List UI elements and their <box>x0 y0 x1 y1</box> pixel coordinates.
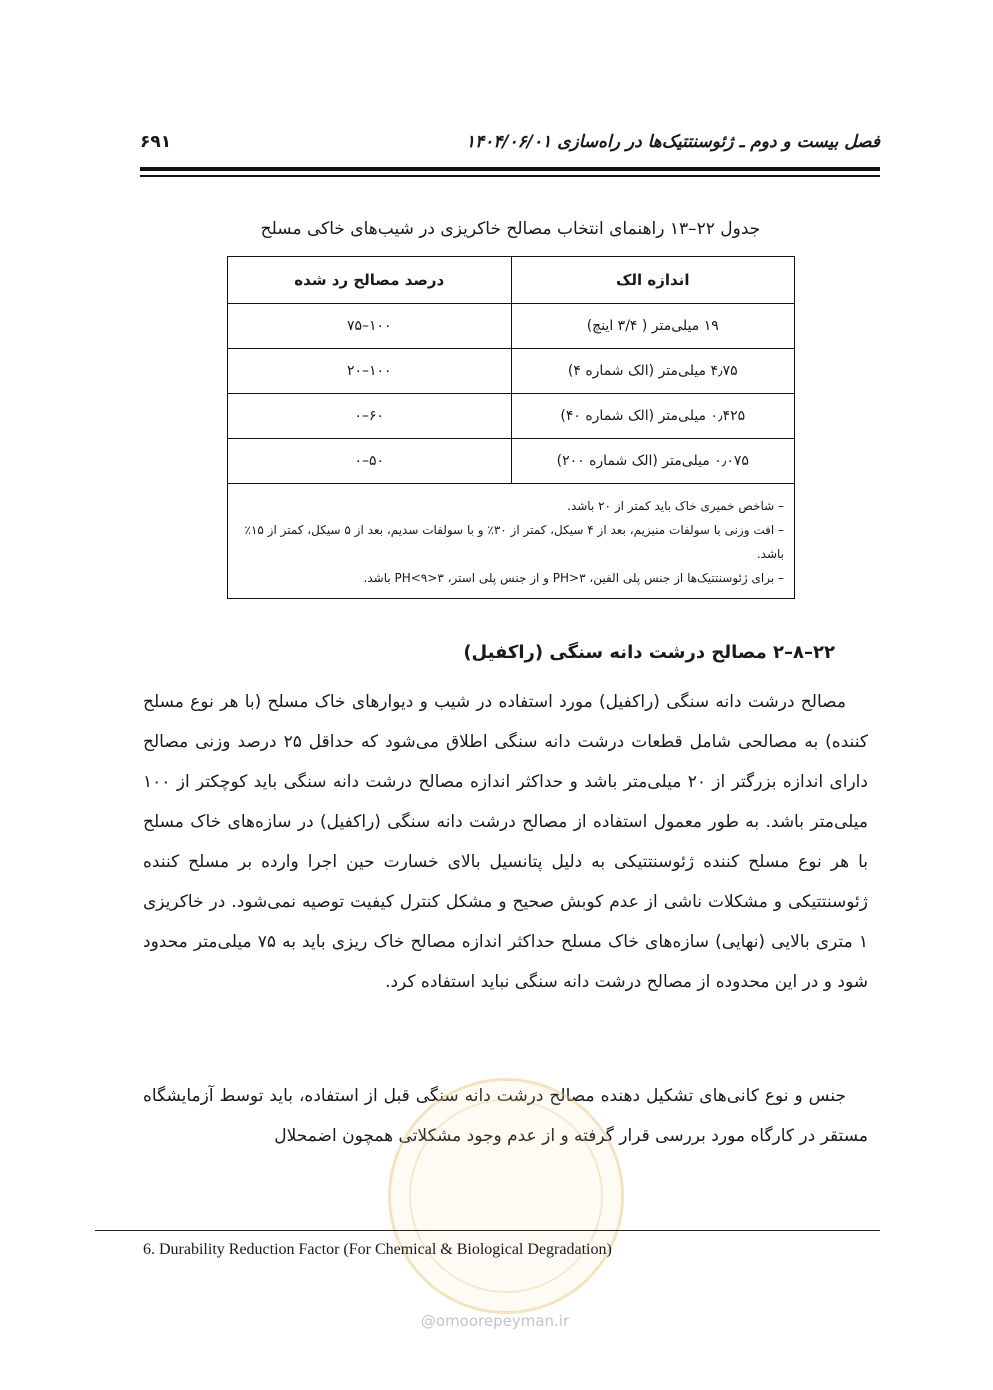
table-row <box>228 439 795 484</box>
body-paragraph: جنس و نوع کانی‌های تشکیل دهنده مصالح درشت دانه سنگی قبل از استفاده، باید توسط آزمایشگاه مستقر در کارگاه مورد بررسی قرار گرفته و از عدم وجود مشکلاتی همچون اضمحلال <box>143 1086 868 1146</box>
header-sieve-size: اندازه الک <box>511 257 795 304</box>
table-notes-row <box>228 484 795 599</box>
page-number: ۶۹۱ <box>140 132 172 152</box>
table-row <box>228 304 795 349</box>
running-header <box>140 132 880 162</box>
header-rule-thick <box>140 167 880 171</box>
chapter-title: فصل بیست و دوم ـ ژئوسنتتیک‌ها در راه‌سازی ۱۴۰۴/۰۶/۰۱ <box>465 132 880 152</box>
header-rule-thin <box>140 175 880 177</box>
note-plasticity-index: – شاخص خمیری خاک باید کمتر از ۲۰ باشد. <box>567 499 784 513</box>
table-notes <box>228 484 795 599</box>
footnote: 6. Durability Reduction Factor (For Chemical & Biological Degradation) <box>143 1241 612 1258</box>
percent-passing-cell: ۵۰–۰ <box>228 439 512 484</box>
table-row <box>228 349 795 394</box>
backfill-guide-table <box>227 256 795 599</box>
table-caption: جدول ۲۲–۱۳ راهنمای انتخاب مصالح خاکریزی در شیب‌های خاکی مسلح <box>260 219 761 239</box>
note-ph-range: – برای ژئوسنتتیک‌ها از جنس پلی الفین، PH>۳ و از جنس پلی استر، ۳<PH<۹ باشد. <box>363 571 784 585</box>
sieve-size-cell: ۴٫۷۵ میلی‌متر (الک شماره ۴) <box>511 349 795 394</box>
sieve-size-cell: ۰٫۰۷۵ میلی‌متر (الک شماره ۲۰۰) <box>511 439 795 484</box>
footnote-rule <box>95 1230 880 1231</box>
percent-passing-cell: ۶۰–۰ <box>228 394 512 439</box>
percent-passing-cell: ۱۰۰–۷۵ <box>228 304 512 349</box>
section-heading: ۲۲–۸–۲ مصالح درشت دانه سنگی (راکفیل) <box>463 642 835 663</box>
sieve-size-cell: ۰٫۴۲۵ میلی‌متر (الک شماره ۴۰) <box>511 394 795 439</box>
table-row <box>228 394 795 439</box>
header-percent-passing: درصد مصالح رد شده <box>228 257 512 304</box>
note-soundness-loss: – افت وزنی با سولفات منیزیم، بعد از ۴ سیکل، کمتر از ۳۰٪ و با سولفات سدیم، بعد از ۵ سیکل، کمتر از ۱۵٪ باشد. <box>244 523 784 561</box>
body-paragraph: مصالح درشت دانه سنگی (راکفیل) مورد استفاده در شیب و دیوارهای خاک مسلح (با هر نوع مسلح کننده) به مصالحی شامل قطعات درشت دانه سنگی اطلاق می‌شود که حداقل ۲۵ درصد وزنی مصالح دارای اندازه بزرگتر از ۲۰ میلی‌متر باشد و حداکثر اندازه مصالح درشت دانه سنگی باید کوچکتر از ۱۰۰ میلی‌متر باشد. به طور معمول استفاده از مصالح درشت دانه سنگی (راکفیل) در سازه‌های خاک مسلح با هر نوع مسلح کننده ژئوسنتتیکی به دلیل پتانسیل بالای خسارت حین اجرا وارده بر مسلح کننده ژئوسنتتیکی و مشکلات ناشی از عدم کوبش صحیح و مشکل کنترل کیفیت توصیه نمی‌شود. در خاکریزی ۱ متری بالایی (نهایی) سازه‌های خاک مسلح حداکثر اندازه مصالح خاک ریزی باید به ۷۵ میلی‌متر محدود شود و در این محدوده از مصالح درشت دانه سنگی نباید استفاده کرد. <box>143 692 868 992</box>
table-header-row <box>228 257 795 304</box>
percent-passing-cell: ۱۰۰–۲۰ <box>228 349 512 394</box>
watermark-text: @omoorepeyman.ir <box>420 1312 570 1330</box>
sieve-size-cell: ۱۹ میلی‌متر ( ۳/۴ اینچ) <box>511 304 795 349</box>
